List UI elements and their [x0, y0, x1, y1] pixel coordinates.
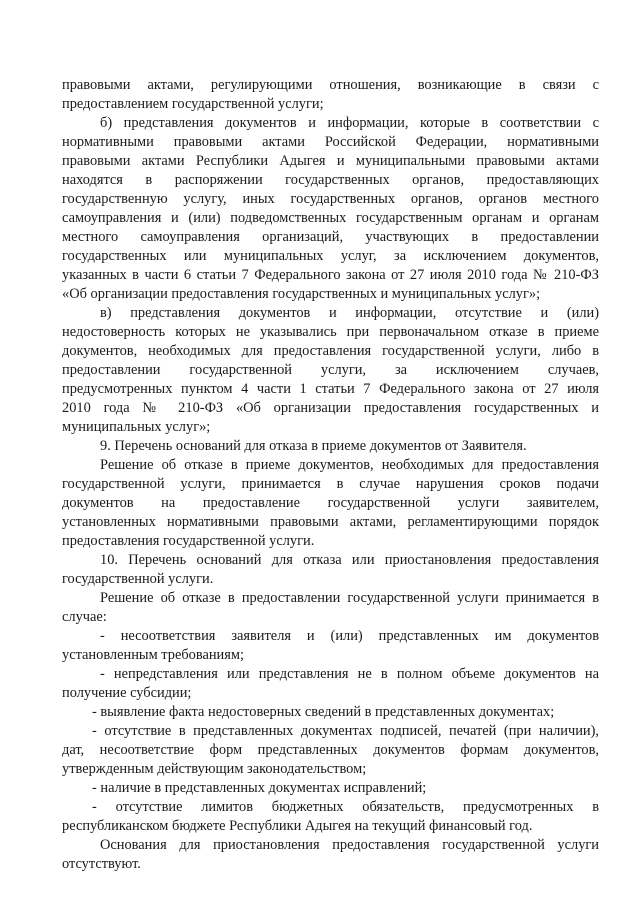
text-line: государственной услуги. — [62, 571, 214, 587]
text-line: 10. Перечень оснований для отказа или приостановления предоставления — [100, 552, 599, 568]
text-line: правовыми актами, регулирующими отношения, возникающие в связи с — [62, 77, 599, 93]
text-line: документов на предоставление государственной услуги заявителем, — [62, 495, 599, 511]
text-line: находятся в распоряжении государственных органов, предоставляющих — [62, 172, 599, 188]
text-line: муниципальных услуг»; — [62, 419, 211, 435]
text-line: получение субсидии; — [62, 685, 192, 701]
text-line: правовыми актами Республики Адыгея и муниципальными правовыми актами — [62, 153, 599, 169]
text-line: документов, необходимых для предоставления государственной услуги, либо в — [62, 343, 599, 359]
text-line: утвержденным действующим законодательством; — [62, 761, 367, 777]
text-line: - отсутствие лимитов бюджетных обязательств, предусмотренных в — [92, 799, 599, 815]
text-line: самоуправления и (или) подведомственных государственным органам и органам — [62, 210, 599, 226]
text-line: - наличие в представленных документах исправлений; — [92, 780, 427, 796]
text-line: - выявление факта недостоверных сведений в представленных документах; — [92, 704, 555, 720]
text-line: нормативными правовыми актами Российской Федерации, нормативными — [62, 134, 599, 150]
text-line: предусмотренных пунктом 4 части 1 статьи 7 Федерального закона от 27 июля — [62, 381, 599, 397]
text-line: государственную услугу, иных государственных органов, органов местного — [62, 191, 599, 207]
text-line: отсутствуют. — [62, 856, 141, 872]
text-line: дат, несоответствие форм представленных документов формам документов, — [62, 742, 599, 758]
text-line: 2010 года № 210-ФЗ «Об организации предоставления государственных и — [62, 400, 599, 416]
text-line: Основания для приостановления предоставления государственной услуги — [100, 837, 599, 853]
text-line: государственной услуги, принимается в случае нарушения сроков подачи — [62, 476, 599, 492]
text-line: предоставления государственной услуги. — [62, 533, 315, 549]
text-line: Решение об отказе в приеме документов, необходимых для предоставления — [100, 457, 599, 473]
text-line: в) представления документов и информации, отсутствие и (или) — [100, 305, 599, 321]
text-line: установленным требованиям; — [62, 647, 244, 663]
text-line: недостоверность которых не указывались при первоначальном отказе в приеме — [62, 324, 599, 340]
text-line: случае: — [62, 609, 107, 625]
text-line: «Об организации предоставления государственных и муниципальных услуг»; — [62, 286, 541, 302]
text-line: республиканском бюджете Республики Адыгея на текущий финансовый год. — [62, 818, 533, 834]
text-line: - непредставления или представления не в полном объеме документов на — [100, 666, 599, 682]
text-line: - несоответствия заявителя и (или) представленных им документов — [100, 628, 599, 644]
text-line: государственных или муниципальных услуг, за исключением документов, — [62, 248, 599, 264]
text-line: б) представления документов и информации, которые в соответствии с — [100, 115, 599, 131]
text-line: указанных в части 6 статьи 7 Федерального закона от 27 июля 2010 года № 210-ФЗ — [62, 267, 599, 283]
text-line: предоставлении государственной услуги, за исключением случаев, — [62, 362, 599, 378]
document-body — [62, 76, 599, 874]
text-line: 9. Перечень оснований для отказа в приеме документов от Заявителя. — [100, 438, 527, 454]
text-line: - отсутствие в представленных документах подписей, печатей (при наличии), — [92, 723, 599, 739]
text-line: местного самоуправления организаций, участвующих в предоставлении — [62, 229, 599, 245]
text-line: Решение об отказе в предоставлении государственной услуги принимается в — [100, 590, 599, 606]
text-line: предоставлением государственной услуги; — [62, 96, 324, 112]
text-line: установленных нормативными правовыми актами, регламентирующими порядок — [62, 514, 599, 530]
